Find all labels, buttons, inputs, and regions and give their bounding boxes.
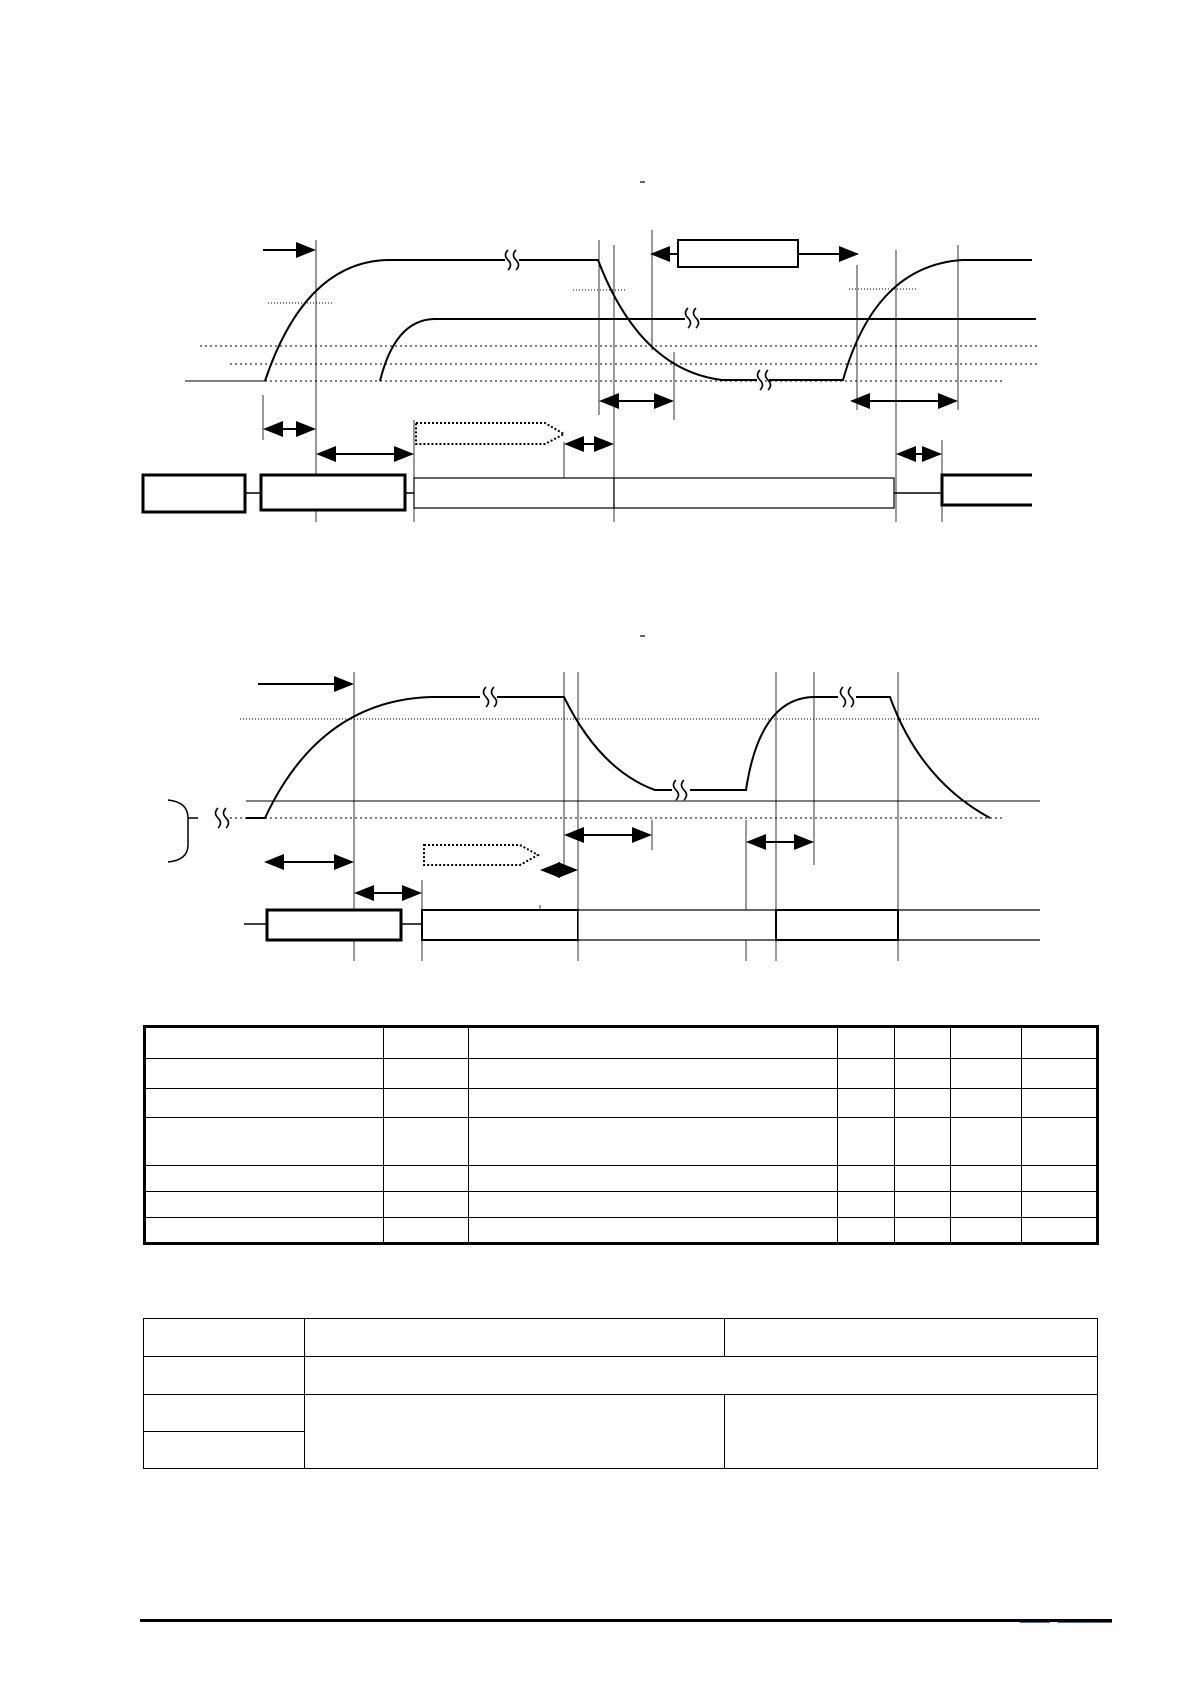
cell — [725, 1395, 1098, 1469]
conditions-table — [143, 1318, 1098, 1469]
spec-table — [143, 1025, 1099, 1245]
table-row — [145, 1089, 1098, 1118]
table-row — [145, 1118, 1098, 1166]
curly-brace — [168, 800, 198, 862]
cell — [1022, 1089, 1098, 1118]
cell — [1022, 1218, 1098, 1244]
footer-rule — [140, 1619, 1112, 1622]
cell — [837, 1192, 894, 1218]
cell — [145, 1166, 384, 1192]
cell — [145, 1218, 384, 1244]
cell — [384, 1192, 469, 1218]
header-cell — [894, 1027, 951, 1059]
dotted-pentagon — [416, 423, 564, 444]
break-marks — [216, 687, 854, 828]
dotted-pentagon — [424, 845, 538, 865]
cell — [951, 1118, 1022, 1166]
cell — [1022, 1192, 1098, 1218]
cell — [951, 1059, 1022, 1089]
table-row — [145, 1059, 1098, 1089]
cell — [894, 1118, 951, 1166]
footer-link[interactable] — [1020, 1618, 1050, 1623]
header-cell — [468, 1027, 837, 1059]
threshold-lines — [225, 719, 1040, 818]
cell — [384, 1059, 469, 1089]
table-row — [144, 1357, 1098, 1395]
cell — [384, 1118, 469, 1166]
cell — [304, 1395, 725, 1469]
cell — [894, 1059, 951, 1089]
cell — [145, 1192, 384, 1218]
header-cell — [1022, 1027, 1098, 1059]
cell — [144, 1432, 305, 1469]
cell — [145, 1089, 384, 1118]
cell — [468, 1118, 837, 1166]
table-row — [145, 1192, 1098, 1218]
cell — [468, 1218, 837, 1244]
cell — [951, 1218, 1022, 1244]
threshold-lines — [185, 289, 1040, 381]
timing-arrows — [258, 684, 812, 893]
spec-table-header — [145, 1027, 1098, 1059]
cell — [468, 1089, 837, 1118]
header-cell — [837, 1027, 894, 1059]
cell — [837, 1059, 894, 1089]
footer-link[interactable] — [1058, 1618, 1112, 1623]
table-row — [145, 1218, 1098, 1244]
table-row — [144, 1395, 1098, 1432]
header-cell — [725, 1319, 1098, 1357]
cell — [894, 1218, 951, 1244]
table-row — [145, 1166, 1098, 1192]
cell — [951, 1089, 1022, 1118]
sequence-row — [143, 475, 1032, 512]
header-cell — [951, 1027, 1022, 1059]
cell — [145, 1059, 384, 1089]
timing-diagram-2 — [0, 600, 1191, 980]
header-cell — [384, 1027, 469, 1059]
cell — [837, 1166, 894, 1192]
cell — [1022, 1118, 1098, 1166]
cell — [145, 1118, 384, 1166]
cell — [894, 1192, 951, 1218]
cell — [384, 1089, 469, 1118]
cell — [384, 1166, 469, 1192]
waveforms — [265, 260, 1036, 381]
header-cell — [145, 1027, 384, 1059]
cell — [468, 1166, 837, 1192]
cell — [304, 1357, 1097, 1395]
header-cell — [304, 1319, 725, 1357]
top-label-box — [678, 240, 798, 267]
cell — [951, 1166, 1022, 1192]
cell — [1022, 1059, 1098, 1089]
cell — [384, 1218, 469, 1244]
timing-diagram-1 — [0, 0, 1191, 560]
cell — [468, 1192, 837, 1218]
conditions-header — [144, 1319, 1098, 1357]
cell — [837, 1089, 894, 1118]
cell — [894, 1166, 951, 1192]
waveforms — [246, 697, 990, 818]
sequence-row — [244, 910, 1040, 940]
header-cell — [144, 1319, 305, 1357]
cell — [144, 1395, 305, 1432]
cell — [144, 1357, 305, 1395]
cell — [837, 1218, 894, 1244]
cell — [951, 1192, 1022, 1218]
cell — [468, 1059, 837, 1089]
cell — [894, 1089, 951, 1118]
cell — [1022, 1166, 1098, 1192]
cell — [837, 1118, 894, 1166]
